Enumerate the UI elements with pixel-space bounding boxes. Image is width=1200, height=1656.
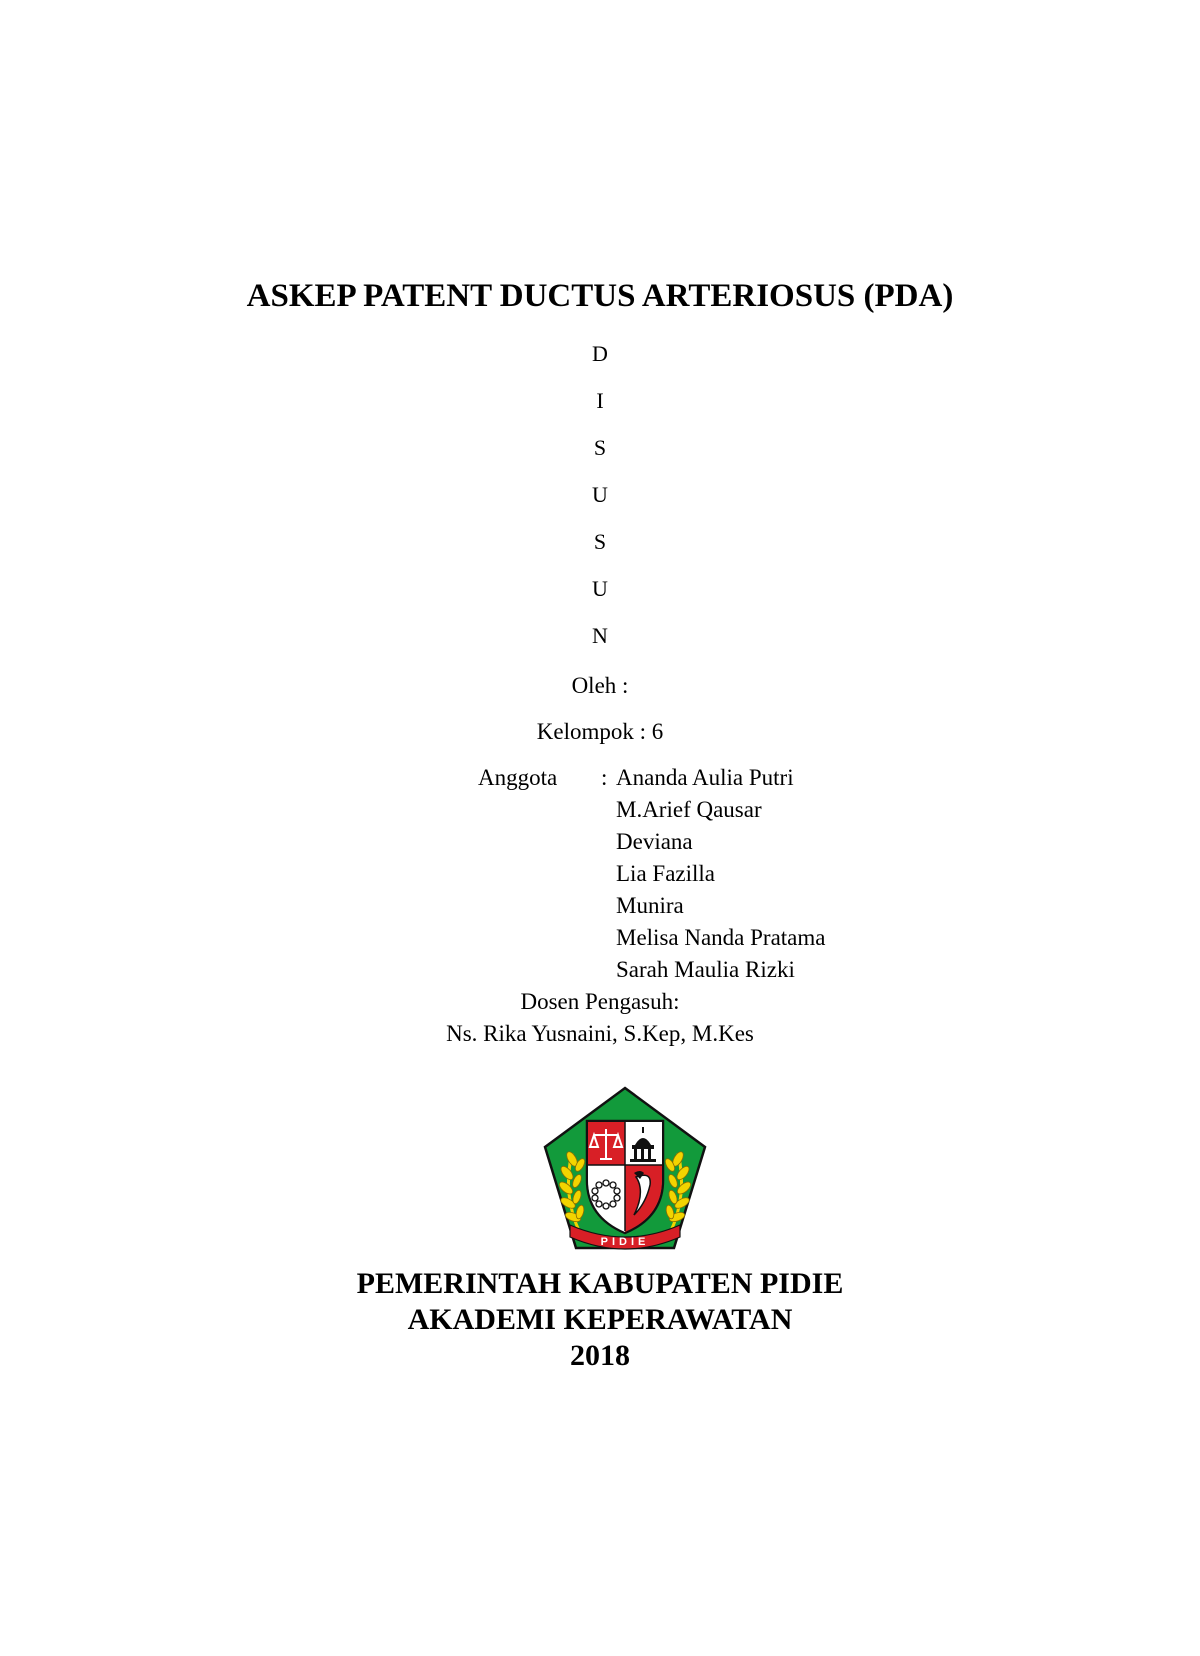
member-name-1: Ananda Aulia Putri — [616, 765, 794, 790]
dosen-label: Dosen Pengasuh: — [520, 989, 680, 1014]
pidie-emblem-logo — [540, 1085, 710, 1255]
disusun-letter-u1: U — [592, 482, 608, 507]
disusun-letter-s1: S — [593, 435, 607, 460]
kelompok-label: Kelompok : 6 — [536, 719, 664, 744]
disusun-letter-s2: S — [593, 529, 607, 554]
footer-year: 2018 — [570, 1339, 630, 1372]
member-name-7: Sarah Maulia Rizki — [616, 957, 795, 982]
anggota-label: Anggota — [478, 765, 558, 790]
member-name-2: M.Arief Qausar — [616, 797, 762, 822]
member-name-4: Lia Fazilla — [616, 861, 715, 886]
footer-institution-2: AKADEMI KEPERAWATAN — [407, 1303, 793, 1336]
dosen-name: Ns. Rika Yusnaini, S.Kep, M.Kes — [446, 1021, 754, 1046]
member-name-6: Melisa Nanda Pratama — [616, 925, 826, 950]
document-title: ASKEP PATENT DUCTUS ARTERIOSUS (PDA) — [246, 278, 954, 314]
disusun-letter-i: I — [596, 388, 604, 413]
member-name-3: Deviana — [616, 829, 693, 854]
disusun-letter-d: D — [592, 341, 608, 366]
ribbon-text: PIDIE — [600, 1236, 650, 1248]
disusun-letter-u2: U — [592, 576, 608, 601]
footer-institution-1: PEMERINTAH KABUPATEN PIDIE — [356, 1267, 844, 1300]
anggota-colon: : — [601, 765, 608, 790]
disusun-letter-n: N — [592, 623, 608, 648]
member-name-5: Munira — [616, 893, 684, 918]
oleh-label: Oleh : — [571, 673, 629, 698]
